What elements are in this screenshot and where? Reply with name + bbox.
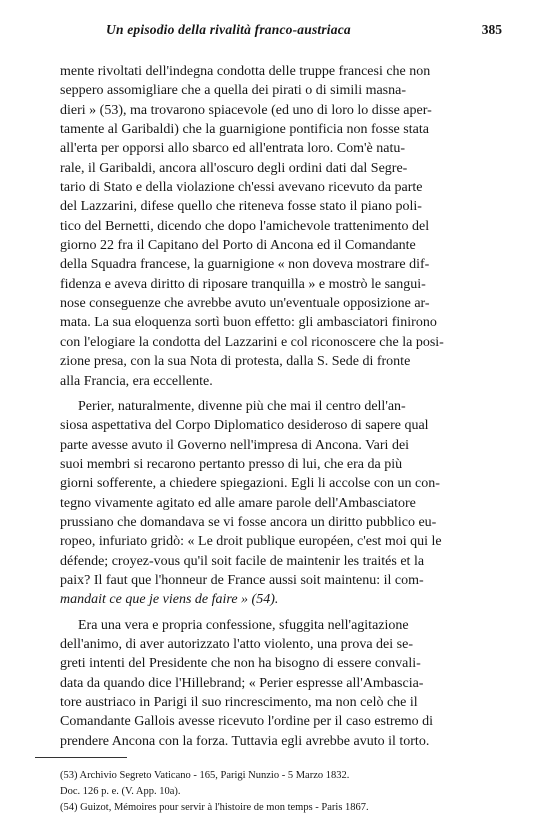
- text-line: siosa aspettativa del Corpo Diplomatico desideroso di sapere qual: [60, 418, 429, 434]
- text-line: seppero assomigliare che a quella dei pirati o di simili masna-: [60, 83, 407, 99]
- footnotes: [60, 768, 500, 816]
- page-header: [0, 22, 550, 44]
- paragraph-1: [60, 62, 490, 391]
- text-line: paix? Il faut que l'honneur de France aussi soit maintenu: il com-: [60, 572, 424, 588]
- text-line: tario di Stato e della violazione ch'essi avevano ricevuto da parte: [60, 180, 423, 196]
- text-line: mandait ce que je viens de faire » (54).: [60, 592, 279, 608]
- text-line: mente rivoltati dell'indegna condotta delle truppe francesi che non: [60, 64, 431, 79]
- text-line: con l'elogiare la condotta del Lazzarini e col riconoscere che la posi-: [60, 334, 444, 350]
- text-line: fidenza e aveva diritto di riposare tranquilla » e mostrò le sangui-: [60, 276, 426, 292]
- text-line: tore austriaco in Parigi il suo rincrescimento, ma non celò che il: [60, 695, 418, 710]
- text-line: ropeo, infuriato gridò: « Le droit publique européen, c'est moi qui le: [60, 534, 442, 550]
- text-line: all'erta per opporsi allo sbarco ed all'entrata loro. Com'è natu-: [60, 141, 405, 157]
- footnote-divider: [35, 757, 127, 758]
- text-line: dieri » (53), ma trovarono spiacevole (ed uno di loro lo disse aper-: [60, 102, 432, 118]
- footnote-54: (54) Guizot, Mémoires pour servir à l'histoire de mon temps - Paris 1867.: [60, 802, 369, 813]
- footnote-53: (53) Archivio Segreto Vaticano - 165, Parigi Nunzio - 5 Marzo 1832.: [60, 770, 350, 781]
- text-line: mata. La sua eloquenza sortì buon effetto: gli ambasciatori finirono: [60, 315, 437, 331]
- text-line: Comandante Gallois avesse ricevuto l'ordine per il caso estremo di: [60, 714, 434, 730]
- text-line: dell'animo, di aver autorizzato l'atto violento, una prova dei se-: [60, 636, 413, 652]
- text-line: tico del Bernetti, dicendo che dopo l'amichevole trattenimento del: [60, 218, 430, 234]
- paragraph-2: [60, 397, 490, 610]
- text-line: défende; croyez-vous qu'il soit facile de maintenir les traités et la: [60, 553, 425, 569]
- text-line: rale, il Garibaldi, ancora all'oscuro degli ordini dati dal Segre-: [60, 160, 408, 176]
- text-line: alla Francia, era eccellente.: [60, 373, 213, 389]
- text-line: prendere Ancona con la forza. Tuttavia egli avrebbe avuto il torto.: [60, 733, 430, 749]
- running-title: Un episodio della rivalità franco-austriaca: [106, 22, 351, 37]
- text-line: Era una vera e propria confessione, sfuggita nell'agitazione: [78, 617, 409, 633]
- text-line: della Squadra francese, la guarnigione « non doveva mostrare dif-: [60, 257, 430, 273]
- text-line: greti intenti del Presidente che non ha bisogno di essere convali-: [60, 656, 421, 672]
- text-line: prussiano che domandava se vi fosse ancora un diritto pubblico eu-: [60, 514, 437, 530]
- text-line: tegno vivamente agitato ed alle amare parole dell'Ambasciatore: [60, 495, 416, 511]
- paragraph-3: [60, 616, 490, 751]
- text-line: data da quando dice l'Hillebrand; « Perier espresse all'Ambascia-: [60, 675, 424, 691]
- text-line: giorni sofferente, a chiedere spiegazioni. Egli li accolse con un con-: [60, 476, 440, 492]
- text-line: tamente al Garibaldi) che la guarnigione pontificia non fosse stata: [60, 122, 429, 138]
- text-line: parte avesse avuto il Governo nell'impresa di Ancona. Vari dei: [60, 437, 410, 453]
- text-line: del Lazzarini, difese quello che riteneva fosse stato il piano poli-: [60, 199, 422, 215]
- text-line: zione presa, con la sua Nota di protesta, dalla S. Sede di fronte: [60, 354, 411, 370]
- text-line: suoi membri si recarono pertanto presso di lui, che era da più: [60, 456, 403, 472]
- text-line: Perier, naturalmente, divenne più che mai il centro dell'an-: [78, 398, 406, 414]
- text-line: giorno 22 fra il Capitano del Porto di Ancona ed il Comandante: [60, 238, 416, 254]
- body-text: [60, 62, 490, 751]
- text-line: nose conseguenze che avrebbe avuto un'eventuale opposizione ar-: [60, 296, 430, 312]
- page-number: 385: [481, 22, 502, 37]
- footnote-53-continued: Doc. 126 p. e. (V. App. 10a).: [60, 786, 181, 797]
